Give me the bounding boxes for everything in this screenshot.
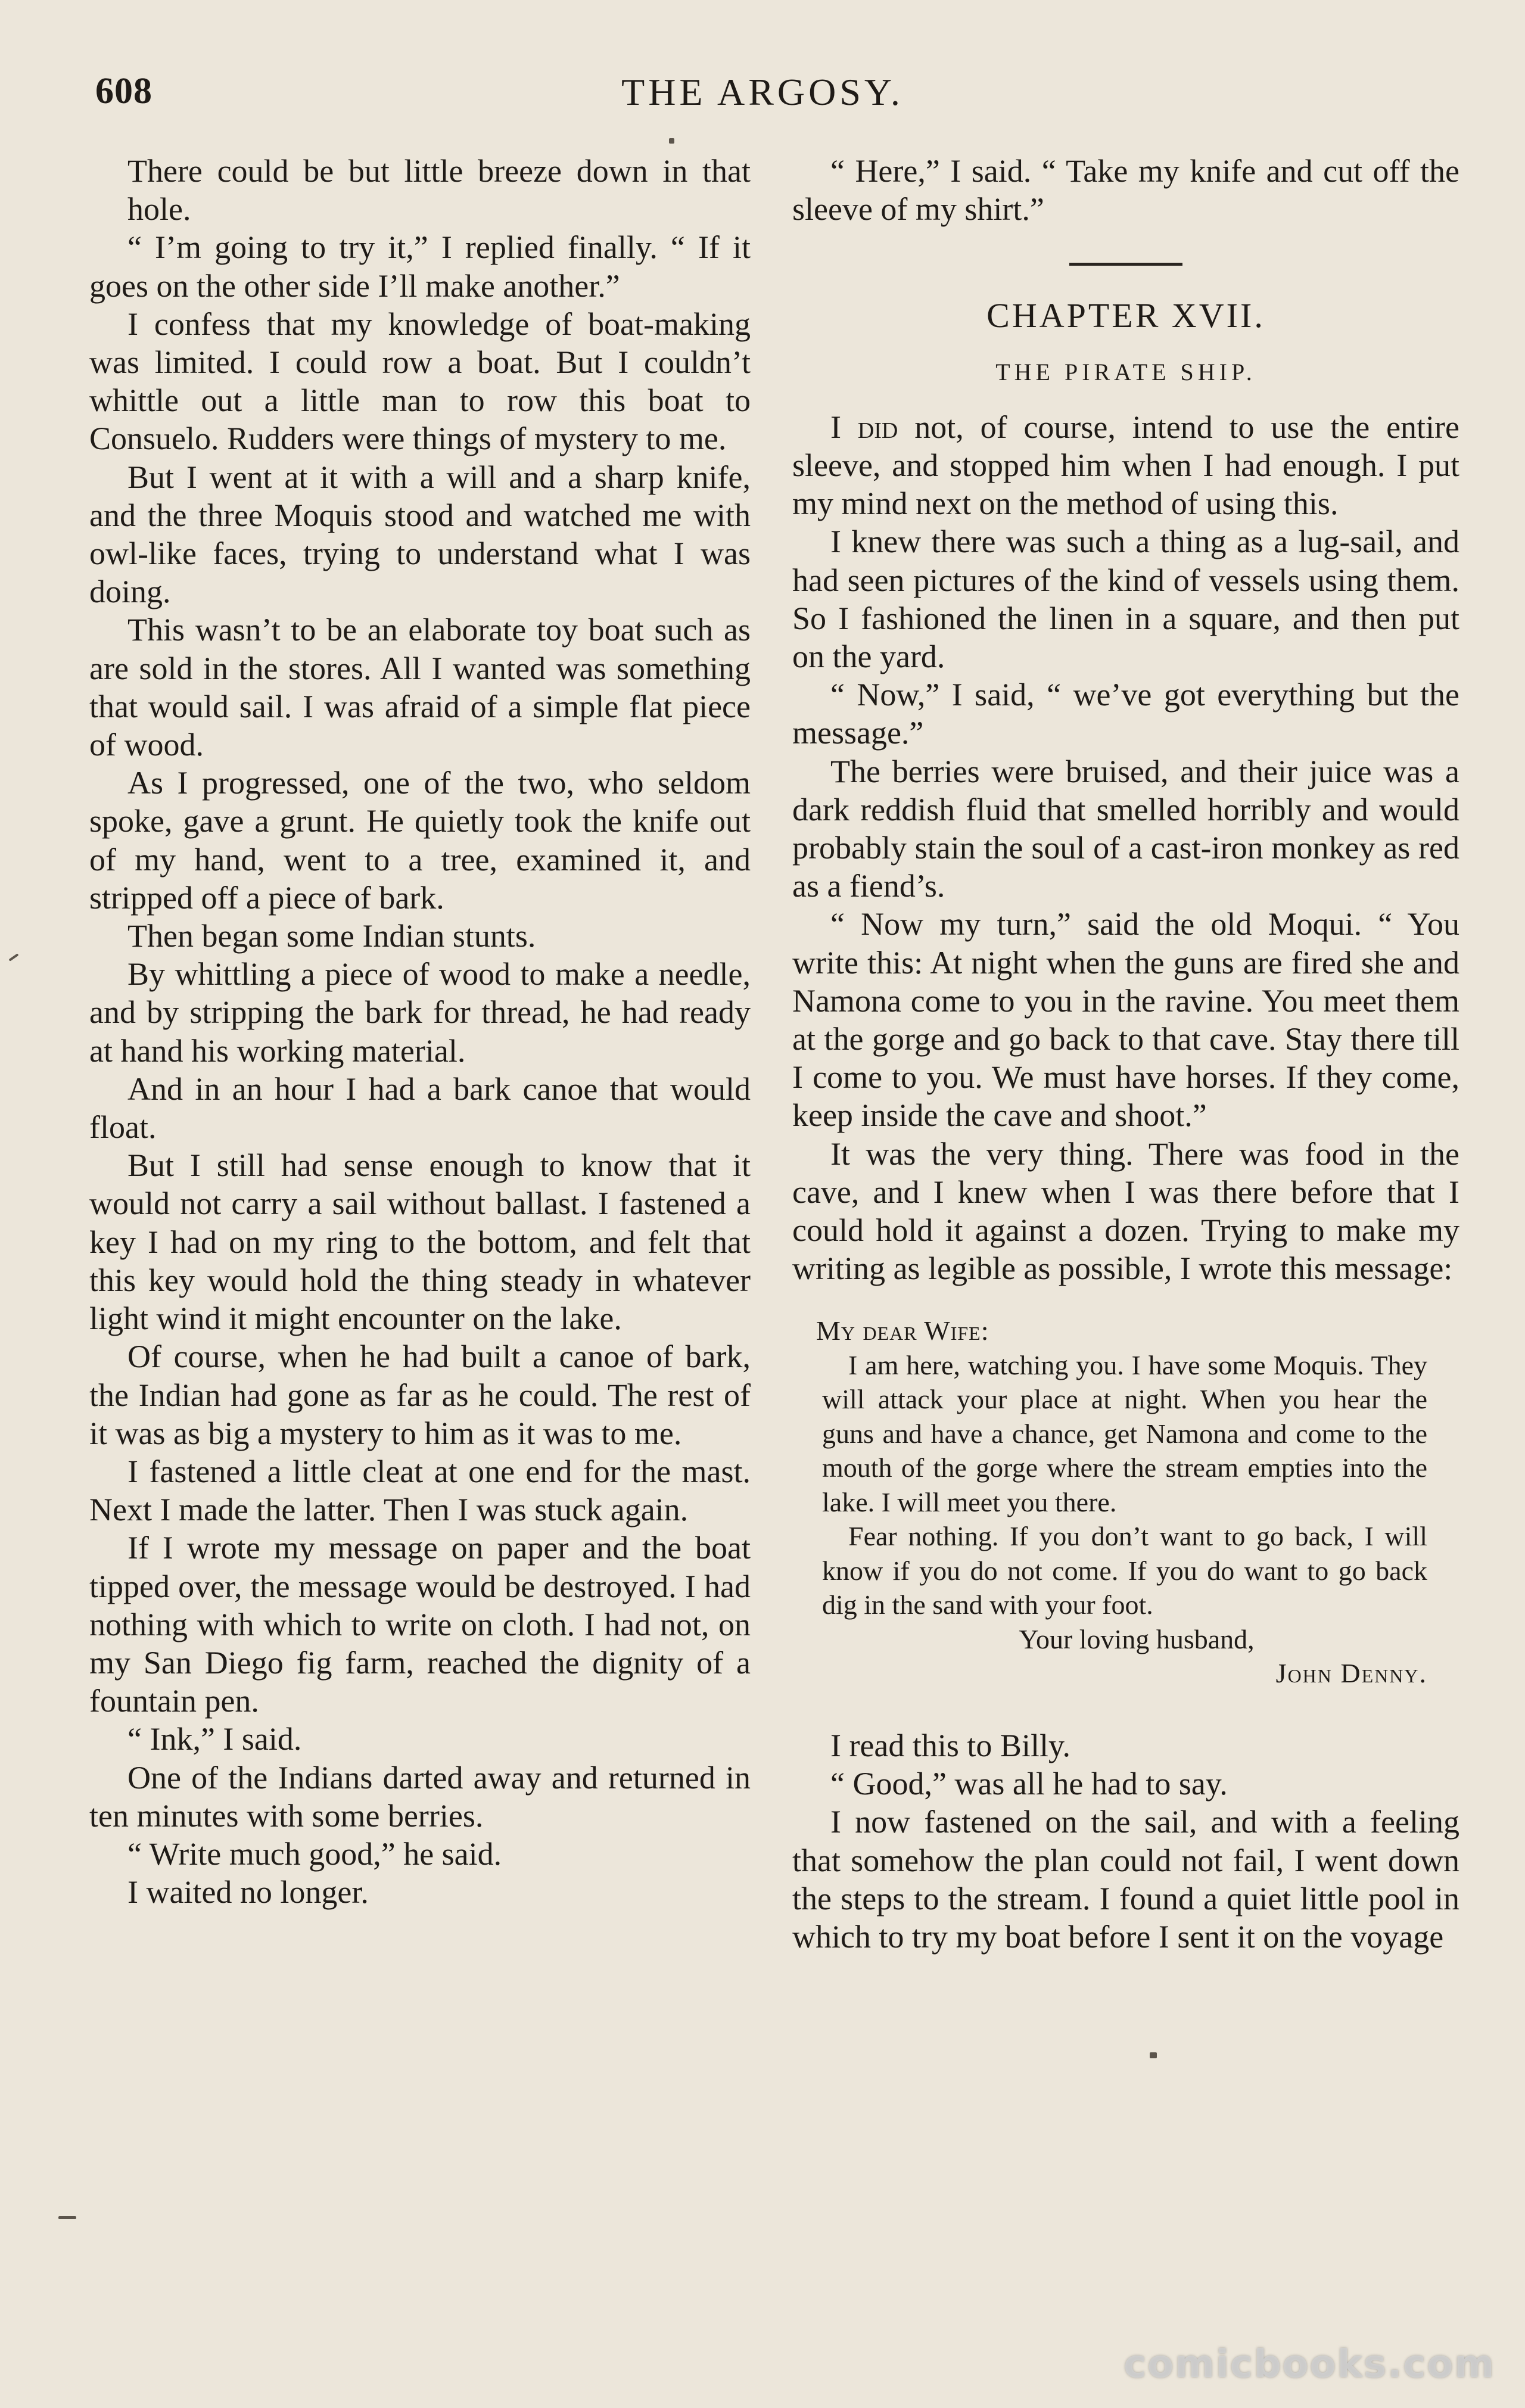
opening-text: not, of course, intend to use the entire sleeve, and stopped him when I had enough. I put my mind next on the method of using this. xyxy=(792,409,1459,522)
print-speck xyxy=(669,138,674,144)
paragraph: “ Write much good,” he said. xyxy=(127,1835,502,1872)
paragraph: “ Here,” I said. “ Take my knife and cut off the sleeve of my shirt.” xyxy=(792,153,1459,228)
running-head: THE ARGOSY. xyxy=(621,71,904,113)
paragraph: I now fastened on the sail, and with a feeling that somehow the plan could not fail, I went down the steps to the stream. I found a quiet little pool in which to try my boat before I sent it on the voyage xyxy=(792,1804,1459,1955)
post-letter-text xyxy=(792,1726,1459,1956)
paragraph: But I went at it with a will and a sharp knife, and the three Moquis stood and watched me with owl-like faces, trying to understand what I was doing. xyxy=(89,459,751,610)
letter-paragraph: I am here, watching you. I have some Moquis. They will attack your place at night. When you hear the guns and have a chance, get Namona and come to the mouth of the gorge where the stream empties into the lake. I will meet you there. xyxy=(822,1349,1427,1517)
paragraph: It was the very thing. There was food in the cave, and I knew when I was there before that I could hold it against a dozen. Trying to make my writing as legible as possible, I wrote this message: xyxy=(792,1135,1459,1287)
chapter-title: CHAPTER XVII. xyxy=(986,296,1265,335)
paragraph: As I progressed, one of the two, who seldom spoke, gave a grunt. He quietly took the knife out of my hand, went to a tree, examined it, and stripped off a piece of bark. xyxy=(89,765,751,916)
paragraph: If I wrote my message on paper and the boat tipped over, the message would be destroyed. I had nothing with which to write on cloth. I had not, on my San Diego fig farm, reached the dignity of a fountain pen. xyxy=(89,1530,751,1719)
paragraph: I knew there was such a thing as a lug-sail, and had seen pictures of the kind of vessels using them. So I fashioned the linen in a square, and then put on the yard. xyxy=(792,524,1459,675)
page-number: 608 xyxy=(95,71,152,111)
paragraph: The berries were bruised, and their juice was a dark reddish fluid that smelled horribly and would probably stain the soul of a cast-iron monkey as red as a fiend’s. xyxy=(792,753,1459,904)
left-column xyxy=(89,152,751,1911)
right-column xyxy=(792,152,1459,1956)
paragraph: And in an hour I had a bark canoe that would float. xyxy=(89,1071,751,1146)
quoted-letter xyxy=(792,1314,1459,1691)
letter-signature: John Denny. xyxy=(1275,1658,1427,1689)
paragraph: One of the Indians darted away and returned in ten minutes with some berries. xyxy=(89,1759,751,1834)
print-speck xyxy=(58,2216,76,2219)
chapter-subtitle: THE PIRATE SHIP. xyxy=(995,358,1256,385)
section-divider xyxy=(1069,263,1182,266)
letter-closing: Your loving husband, xyxy=(1019,1623,1255,1654)
paragraph: “ Now my turn,” said the old Moqui. “ You write this: At night when the guns are fired she and Namona come to you in the ravine. You meet them at the gorge and go back to that cave. Stay there till I come to you. We must have horses. If they come, keep inside the cave and shoot.” xyxy=(792,906,1459,1134)
paragraph: I confess that my knowledge of boat-making was limited. I could row a boat. But I couldn’t whittle out a little man to row this boat to Consuelo. Rudders were things of mystery to me. xyxy=(89,306,751,457)
paragraph: “ Ink,” I said. xyxy=(127,1721,302,1757)
paragraph: Of course, when he had built a canoe of bark, the Indian had gone as far as he could. The rest of it was as big a mystery to him as it was to me. xyxy=(89,1339,751,1451)
paragraph: But I still had sense enough to know that it would not carry a sail without ballast. I fastened a key I had on my ring to the bottom, and felt that this key would hold the thing steady in whatever light wind it might encounter on the lake. xyxy=(89,1147,751,1337)
paragraph: I waited no longer. xyxy=(127,1874,369,1911)
paragraph: “ Good,” was all he had to say. xyxy=(830,1766,1228,1802)
print-speck xyxy=(1150,2052,1157,2058)
chapter-opening-paragraph xyxy=(792,408,1459,523)
page-header xyxy=(95,70,1430,124)
paragraph: This wasn’t to be an elaborate toy boat such as are sold in the stores. All I wanted was something that would sail. I was afraid of a simple flat piece of wood. xyxy=(89,612,751,763)
paragraph: I read this to Billy. xyxy=(830,1727,1070,1763)
letter-salutation: My dear Wife: xyxy=(816,1315,989,1346)
paragraph: “ Now,” I said, “ we’ve got everything but the message.” xyxy=(792,677,1459,751)
paragraph: “ I’m going to try it,” I replied finally. “ If it goes on the other side I’ll make another.” xyxy=(89,229,751,304)
paragraph: There could be but little breeze down in that hole. xyxy=(127,153,751,228)
paragraph: By whittling a piece of wood to make a needle, and by stripping the bark for thread, he had ready at hand his working material. xyxy=(89,956,751,1069)
paragraph: I fastened a little cleat at one end for the mast. Next I made the latter. Then I was stuck again. xyxy=(89,1453,751,1528)
site-watermark: comicbooks.com xyxy=(1123,2342,1495,2387)
drop-word: I did xyxy=(830,409,898,445)
letter-paragraph: Fear nothing. If you don’t want to go back, I will know if you do not come. If you do want to go back dig in the sand with your foot. xyxy=(822,1521,1427,1620)
paragraph: Then began some Indian stunts. xyxy=(127,918,536,954)
print-speck xyxy=(8,953,18,962)
